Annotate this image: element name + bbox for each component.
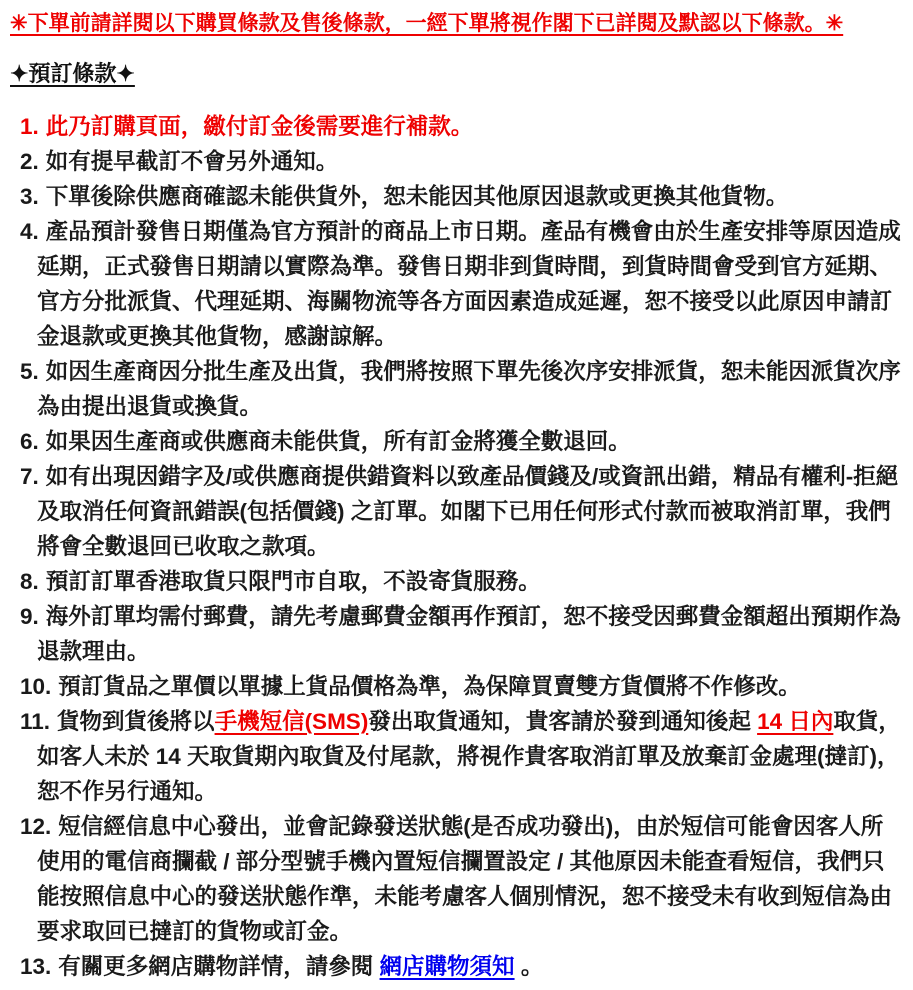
term-text: 如因生產商因分批生產及出貨，我們將按照下單先後次序安排派貨，恕未能因派貨次序為由提出退貨或換貨。 <box>37 359 901 419</box>
term-text: 如有提早截訂不會另外通知。 <box>45 149 339 174</box>
term-number: 4. <box>20 219 39 244</box>
term-number: 12. <box>20 814 52 839</box>
term-number: 1. <box>20 114 39 139</box>
term-text: 取貨，如客人未於 14 天取貨期內取貨及付尾款，將視作貴客取消訂單及放棄訂金處理(撻訂)，恕不作另行通知。 <box>37 709 901 804</box>
section-title-preorder-terms: ✦預訂條款✦ <box>10 61 135 86</box>
term-number: 8. <box>20 569 39 594</box>
term-number: 5. <box>20 359 39 384</box>
term-number: 2. <box>20 149 39 174</box>
term-item-2 <box>10 144 903 179</box>
term-text: 。 <box>514 954 544 979</box>
term-item-9 <box>10 599 903 669</box>
term-text: 預訂訂單香港取貨只限門市自取，不設寄貨服務。 <box>45 569 541 594</box>
term-text: 產品預計發售日期僅為官方預計的商品上市日期。產品有機會由於生產安排等原因造成延期，正式發售日期請以實際為準。發售日期非到貨時間，到貨時間會受到官方延期、官方分批派貨、代理延期、海關物流等各方面因素造成延遲，恕不接受以此原因申請訂金退款或更換其他貨物，感謝諒解。 <box>37 219 901 349</box>
term-number: 3. <box>20 184 39 209</box>
term-item-11 <box>10 704 903 809</box>
term-item-12 <box>10 809 903 949</box>
term-text: 下單後除供應商確認未能供貨外，恕未能因其他原因退款或更換其他貨物。 <box>45 184 789 209</box>
term-number: 13. <box>20 954 52 979</box>
term-text: 有關更多網店購物詳情，請參閱 <box>58 954 380 979</box>
red-emphasis-text: 14 日內 <box>757 709 834 734</box>
red-emphasis-text: 手機短信(SMS) <box>214 709 369 734</box>
term-number: 6. <box>20 429 39 454</box>
terms-list <box>10 109 903 984</box>
term-number: 9. <box>20 604 39 629</box>
term-text: 預訂貨品之單價以單據上貨品價格為準，為保障買賣雙方貨價將不作修改。 <box>58 674 801 699</box>
term-item-7 <box>10 459 903 564</box>
term-item-8 <box>10 564 903 599</box>
term-text: 短信經信息中心發出，並會記錄發送狀態(是否成功發出)，由於短信可能會因客人所使用的電信商攔截 / 部分型號手機內置短信攔置設定 / 其他原因未能查看短信，我們只能按照信息中心的發送狀態作準，未能考慮客人個別情況，恕不接受未有收到短信為由要求取回已撻訂的貨物或訂金。 <box>37 814 893 944</box>
term-text: 如果因生產商或供應商未能供貨，所有訂金將獲全數退回。 <box>45 429 631 454</box>
term-item-6 <box>10 424 903 459</box>
term-text: 此乃訂購頁面，繳付訂金後需要進行補款。 <box>45 114 474 139</box>
term-item-1 <box>10 109 903 144</box>
term-item-4 <box>10 214 903 354</box>
term-number: 10. <box>20 674 52 699</box>
term-item-10 <box>10 669 903 704</box>
term-item-13 <box>10 949 903 984</box>
term-text: 發出取貨通知，貴客請於發到通知後起 <box>368 709 758 734</box>
term-item-5 <box>10 354 903 424</box>
term-item-3 <box>10 179 903 214</box>
store-shopping-guide-link[interactable]: 網店購物須知 <box>379 954 515 979</box>
term-text: 貨物到貨後將以 <box>57 709 215 734</box>
section-title-row <box>10 59 903 109</box>
term-number: 11. <box>20 709 51 734</box>
term-number: 7. <box>20 464 39 489</box>
term-text: 如有出現因錯字及/或供應商提供錯資料以致產品價錢及/或資訊出錯，精品有權利-拒絕及取消任何資訊錯誤(包括價錢) 之訂單。如閣下已用任何形式付款而被取消訂單，我們將會全數退回已收取之款項。 <box>37 464 899 559</box>
purchase-notice-banner: ✳下單前請詳閱以下購買條款及售後條款，一經下單將視作閣下已詳閱及默認以下條款。✳ <box>10 12 844 35</box>
term-text: 海外訂單均需付郵費，請先考慮郵費金額再作預訂，恕不接受因郵費金額超出預期作為退款理由。 <box>37 604 901 664</box>
